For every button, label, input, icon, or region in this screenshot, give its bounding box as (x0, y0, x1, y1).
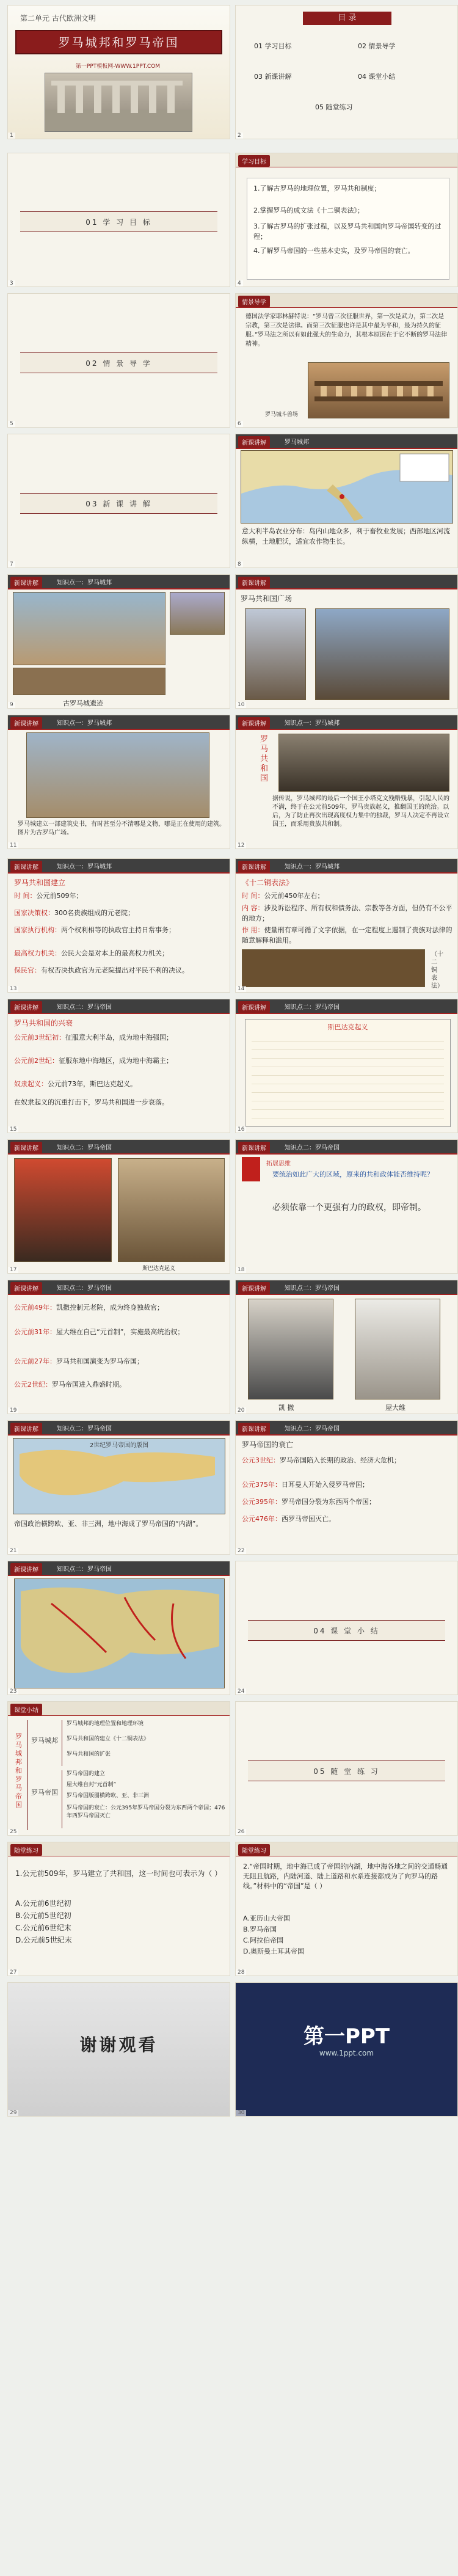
equestrian-photo (315, 608, 449, 700)
leaf: 屋大维自封“元首制” (67, 1782, 117, 1788)
sub-label: 知识点一：罗马城邦 (285, 720, 340, 727)
slide-number: 13 (8, 986, 18, 992)
section-title: 01 学 习 目 标 (85, 218, 152, 227)
quiz-option[interactable]: A.公元前6世纪初 (15, 1899, 71, 1908)
slide-empire-fall[interactable] (235, 1420, 458, 1555)
slide-map-city[interactable] (235, 434, 458, 568)
statue-photo (245, 608, 306, 700)
row-value: 罗马帝国分裂为东西两个帝国； (282, 1498, 376, 1506)
section-title: 04 课 堂 小 结 (313, 1627, 380, 1635)
slide-number: 18 (236, 1267, 246, 1273)
slide-number: 12 (236, 842, 246, 848)
leaf: 罗马帝国版图横跨欧、亚、非三洲 (67, 1793, 150, 1799)
tag-label: 新课讲解 (238, 1142, 270, 1153)
row-value: 征服东地中海地区，成为地中海霸主； (59, 1057, 173, 1065)
photo-caption: 屋大维 (385, 1404, 405, 1412)
sub-label: 知识点二：罗马帝国 (285, 1285, 340, 1292)
row-key: 公元前31年： (14, 1328, 56, 1336)
row-value: 罗马帝国进入鼎盛时期。 (52, 1381, 126, 1388)
slide-section-03[interactable] (7, 434, 230, 568)
row-value: 征服意大利半岛，成为地中海强国； (65, 1034, 173, 1042)
brand-text: 第一PPT (303, 2024, 390, 2049)
slide-number: 24 (236, 1688, 246, 1695)
slide-intro[interactable] (235, 293, 458, 428)
slide-number: 1 (8, 133, 15, 139)
sub-label: 知识点二：罗马帝国 (57, 1566, 112, 1573)
slide-number: 4 (236, 280, 243, 286)
row-value: 西罗马帝国灭亡。 (282, 1515, 335, 1523)
slide-number: 16 (236, 1126, 246, 1133)
slide-thinking[interactable] (235, 1139, 458, 1274)
sub-label: 知识点一：罗马城邦 (57, 864, 112, 870)
row-key: 时 间： (242, 892, 264, 900)
slide-thanks[interactable] (7, 1982, 230, 2117)
slide-number: 30 (236, 2110, 246, 2116)
tag-label: 新课讲解 (10, 1282, 42, 1294)
quiz-option[interactable]: C.阿拉伯帝国 (243, 1936, 284, 1944)
box-body-lines (252, 1033, 444, 1122)
side-title: 拓展思维 (266, 1161, 291, 1167)
sub-label: 知识点二：罗马帝国 (57, 1426, 112, 1432)
row-key: 公元375年： (242, 1481, 282, 1489)
row-key: 公元前3世纪初： (14, 1034, 65, 1042)
row-value: 罗马共和国演变为罗马帝国； (56, 1357, 144, 1365)
slide-section-04[interactable] (235, 1561, 458, 1695)
forum-text: 罗马城建立一部建筑史书，有时甚至分不清哪是文物，哪是正在使用的建筑。图片为古罗马广场。 (18, 821, 225, 836)
slide-summary[interactable] (7, 1701, 230, 1836)
sub-label: 知识点一：罗马城邦 (57, 580, 112, 586)
slide-section-02[interactable] (7, 293, 230, 428)
slide-section-01[interactable] (7, 153, 230, 287)
goal-item: 4.了解罗马帝国的一些基本史实，及罗马帝国的衰亡。 (253, 247, 415, 255)
slide-forum[interactable] (235, 574, 458, 709)
slide-number: 15 (8, 1126, 18, 1133)
tag-label: 课堂小结 (10, 1704, 42, 1715)
slide-number: 7 (8, 561, 15, 567)
slide-spartacus-text[interactable] (235, 999, 458, 1133)
tag-label: 新课讲解 (238, 1423, 270, 1434)
toc-item[interactable]: 01 学习目标 (254, 42, 292, 50)
slide-forum-2[interactable] (7, 715, 230, 849)
goal-item: 2.掌握罗马的成文法《十二铜表法》； (253, 206, 364, 214)
row-key: 公元2世纪： (14, 1381, 52, 1388)
title-illustration (45, 73, 192, 132)
caesar-photo (248, 1299, 333, 1399)
slide-number: 2 (236, 133, 243, 139)
row-key: 时 间： (14, 892, 37, 900)
tag-label: 新课讲解 (238, 436, 270, 448)
row-key: 公元前49年： (14, 1304, 56, 1312)
slide-number: 19 (8, 1407, 18, 1414)
slide-quiz-1[interactable] (7, 1842, 230, 1976)
row-key: 公元前27年： (14, 1357, 56, 1365)
slide-caesar-augustus[interactable] (235, 1280, 458, 1414)
slide-goals[interactable] (235, 153, 458, 287)
toc-item[interactable]: 04 课堂小结 (358, 73, 396, 81)
leaf: 罗马帝国的衰亡：公元395年罗马帝国分裂为东西两个帝国；476年西罗马帝国灭亡 (67, 1805, 225, 1819)
brand-url[interactable]: www.1ppt.com (319, 2049, 374, 2057)
slide-number: 23 (8, 1688, 18, 1695)
photo-caption: 斯巴达克起义 (142, 1266, 176, 1272)
tag-label: 新课讲解 (10, 717, 42, 729)
slide-number: 11 (8, 842, 18, 848)
tag-label: 新课讲解 (10, 861, 42, 872)
tag-label: 新课讲解 (10, 1142, 42, 1153)
slide-number: 6 (236, 421, 243, 427)
tag-label: 新课讲解 (10, 1001, 42, 1013)
slide-header: 《十二铜表法》 (242, 878, 294, 887)
thinking-icon (242, 1157, 260, 1181)
sub-label: 知识点一：罗马城邦 (285, 864, 340, 870)
tablets-photo (242, 949, 425, 987)
row-value: 300名贵族组成的元老院； (54, 909, 134, 917)
map-text: 帝国政治横跨欧、亚、非三洲，地中海成了罗马帝国的“内湖”。 (14, 1520, 203, 1528)
slide-number: 9 (8, 702, 15, 708)
section-title: 02 情 景 导 学 (85, 359, 152, 368)
row-value: 有权否决执政官为元老院提出对平民不利的决议。 (41, 966, 189, 974)
row-value: 公元前450年左右； (264, 892, 324, 900)
branch-name: 罗马城邦 (31, 1737, 58, 1745)
slide-number: 21 (8, 1548, 18, 1554)
slide-number: 25 (8, 1829, 18, 1835)
sub-label: 知识点二：罗马帝国 (285, 1004, 340, 1011)
invasion-map (14, 1578, 225, 1688)
row-value: 公民大会是对本上的最高权力机关； (61, 949, 169, 957)
row-key: 公元395年： (242, 1498, 282, 1506)
tag-label: 新课讲解 (238, 1282, 270, 1294)
slide-brand[interactable] (235, 1982, 458, 2117)
extra-text: 在奴隶起义的沉重打击下，罗马共和国进一步衰落。 (14, 1098, 169, 1106)
slide-number: 27 (8, 1969, 18, 1976)
thanks-text: 谢谢观看 (79, 2035, 158, 2055)
sub-label: 知识点二：罗马帝国 (285, 1145, 340, 1151)
sub-label: 知识点二：罗马帝国 (57, 1145, 112, 1151)
row-key: 国家决策权： (14, 909, 54, 917)
sub-label: 知识点一：罗马城邦 (57, 720, 112, 727)
slide-number: 3 (8, 280, 15, 286)
slide-number: 14 (236, 986, 246, 992)
conclusion-text: 必须依靠一个更强有力的政权，即帝制。 (272, 1203, 426, 1213)
forum-photo (26, 732, 209, 818)
republic-photo (278, 734, 449, 792)
box-title: 斯巴达克起义 (327, 1023, 368, 1031)
section-title: 05 随 堂 练 习 (313, 1767, 380, 1776)
quiz-option[interactable]: D.奥斯曼土耳其帝国 (243, 1947, 304, 1955)
quiz-option[interactable]: B.公元前5世纪初 (15, 1911, 71, 1920)
quiz-option[interactable]: B.罗马帝国 (243, 1925, 277, 1933)
tag-label: 学习目标 (238, 155, 270, 167)
slide-title[interactable] (7, 5, 230, 139)
slide-number: 28 (236, 1969, 246, 1976)
tag-label: 新课讲解 (238, 717, 270, 729)
slide-ruins[interactable] (7, 574, 230, 709)
slide-number: 22 (236, 1548, 246, 1554)
slide-number: 17 (8, 1267, 18, 1273)
row-key: 内 容： (242, 904, 264, 912)
slide-republic[interactable] (235, 715, 458, 849)
tag-label: 新课讲解 (238, 861, 270, 872)
row-key: 公元3世纪： (242, 1456, 280, 1464)
quiz-question: 1.公元前509年，罗马建立了共和国，这一时间也可表示为（ ） (15, 1869, 222, 1878)
unit-label: 第二单元 古代欧洲文明 (20, 14, 96, 23)
goal-item: 1.了解古罗马的地理位置，罗马共和制度； (253, 184, 381, 192)
quiz-option[interactable]: A.亚历山大帝国 (243, 1914, 290, 1922)
toc-item[interactable]: 05 随堂练习 (315, 103, 353, 111)
slide-number: 8 (236, 561, 243, 567)
side-question: 要统治如此广大的区域，原来的共和政体能否维持呢？ (272, 1170, 434, 1178)
map-title: 罗马城邦 (285, 439, 309, 446)
tag-label: 新课讲解 (10, 577, 42, 588)
ruins-photo-small (170, 592, 225, 635)
toc-item[interactable]: 03 新课讲解 (254, 73, 292, 81)
row-key: 保民官： (14, 966, 41, 974)
slide-number: 29 (8, 2110, 18, 2116)
leaf: 罗马城邦的地理位置和地理环境 (67, 1721, 144, 1727)
italy-map (241, 450, 453, 524)
tag-label: 情景导学 (238, 296, 270, 307)
row-key: 奴隶起义： (14, 1080, 48, 1088)
battle-photo (118, 1158, 225, 1262)
leaf: 罗马共和国的扩张 (67, 1751, 111, 1757)
tag-label: 随堂练习 (10, 1844, 42, 1856)
row-key: 公元前2世纪： (14, 1057, 59, 1065)
slide-header: 罗马共和国的兴衰 (14, 1019, 73, 1027)
row-value: 日耳曼人开始入侵罗马帝国； (282, 1481, 369, 1489)
sub-label: 知识点二：罗马帝国 (285, 1426, 340, 1432)
slide-empire-map[interactable] (7, 1420, 230, 1555)
slide-header: 罗马共和国建立 (14, 878, 66, 887)
side-caption: （十二铜表法） (431, 951, 443, 990)
row-value: 屋大维在自己“元首制”，实施最高统治权； (56, 1328, 184, 1336)
toc-item[interactable]: 02 情景导学 (358, 42, 396, 50)
sub-label: 知识点二：罗马帝国 (57, 1285, 112, 1292)
tag-label: 新课讲解 (10, 1423, 42, 1434)
row-key: 国家执行机构： (14, 926, 61, 934)
slide-empire-rise[interactable] (7, 1280, 230, 1414)
row-value: 凯撒控制元老院，成为终身独裁官； (56, 1304, 164, 1312)
goal-item: 3.了解古罗马的扩张过程，以及罗马共和国向罗马帝国转变的过程； (253, 222, 442, 241)
slide-rise-fall[interactable] (7, 999, 230, 1133)
leaf: 罗马帝国的建立 (67, 1771, 106, 1777)
row-key: 作 用： (242, 926, 264, 934)
slide-number: 10 (236, 702, 246, 708)
row-value: 使量刑有章可循了文字依据，在一定程度上遏制了贵族对法律的随意解释和滥用。 (242, 926, 453, 944)
colosseum-photo (308, 362, 449, 418)
tag-label: 随堂练习 (238, 1844, 270, 1856)
quiz-option[interactable]: D.公元前5世纪末 (15, 1936, 72, 1944)
photo-caption: 罗马城斗兽场 (265, 412, 299, 418)
row-value: 罗马帝国陷入长期的政治、经济大危机； (280, 1456, 401, 1464)
site-text: 第一PPT模板网-WWW.1PPT.COM (75, 64, 161, 70)
toc-title: 目 录 (303, 12, 391, 25)
ruins-photo (13, 592, 165, 665)
ruins-photo-wide (13, 668, 165, 695)
row-key: 公元476年： (242, 1515, 282, 1523)
sub-label: 知识点二：罗马帝国 (57, 1004, 112, 1011)
augustus-photo (355, 1299, 440, 1399)
photo-caption: 凯 撒 (278, 1404, 294, 1412)
map-title: 2世纪罗马帝国的版图 (89, 1442, 149, 1449)
slide-spartacus[interactable] (7, 1139, 230, 1274)
slide-number: 20 (236, 1407, 246, 1414)
intro-text: 德国法学家耶林赫特说：“罗马曾三次征服世界，第一次是武力，第二次是宗教，第三次是法律。而第三次征服也许是其中最为平和，最为持久的征服。”罗马法之所以有如此强大的生命力，其根本原因在于它不断的罗马法律精神。 (245, 313, 448, 348)
row-value: 公元前509年； (36, 892, 83, 900)
row-value: 公元前73年，斯巴达克起义。 (48, 1080, 137, 1088)
quiz-question: 2.“帝国时期，地中海已成了帝国的内湖，地中海各地之间的交通畅通无阻且航路，内陆河道、陆上道路和水系连接都成为了向罗马的路线。”材料中的“帝国”是（ ） (243, 1863, 448, 1890)
quiz-option[interactable]: C.公元前6世纪末 (15, 1924, 71, 1932)
slide-title-text: 罗马城邦和罗马帝国 (58, 36, 180, 49)
slide-invasion-map[interactable] (7, 1561, 230, 1695)
slide-number: 26 (236, 1829, 246, 1835)
map-note: 意大利半岛农业分布：岛内山地众多，利于畜牧业发展；西部地区河流纵横，土地肥沃，适宜农作物生长。 (242, 527, 450, 545)
sub-label: 罗马共和国广场 (241, 594, 293, 603)
section-title: 03 新 课 讲 解 (85, 500, 152, 508)
gladiator-photo (14, 1158, 112, 1262)
slide-republic-found[interactable] (7, 858, 230, 993)
slide-header: 罗马帝国的衰亡 (242, 1440, 294, 1449)
tag-label: 新课讲解 (238, 577, 270, 588)
republic-text: 据传说，罗马城邦的最后一个国王小塔克文残酷残暴，引起人民的不满，终于在公元前509年，罗马贵族起义，推翻国王的统治。以后，为了防止再次出现高度权力集中的独裁，罗马人决定不再设立国王，而采用贵族共和制。 (272, 795, 449, 828)
mindmap-root: 罗马城邦和罗马帝国 (15, 1732, 22, 1809)
tag-label: 新课讲解 (10, 1563, 42, 1575)
slide-toc[interactable] (235, 5, 458, 139)
row-value: 涉及诉讼程序、所有权和债务法、宗教等各方面，但仍有不公平的地方； (242, 904, 453, 922)
leaf: 罗马共和国的建立《十二铜表法》 (67, 1736, 150, 1742)
branch-name: 罗马帝国 (31, 1789, 58, 1797)
slide-quiz-2[interactable] (235, 1842, 458, 1976)
slide-number: 5 (8, 421, 15, 427)
tag-label: 新课讲解 (238, 1001, 270, 1013)
slide-twelve-tables[interactable] (235, 858, 458, 993)
empire-map (13, 1438, 225, 1514)
photo-caption: 古罗马城遗迹 (63, 699, 103, 707)
row-value: 两个权利相等的执政官主持日常事务； (61, 926, 175, 934)
vertical-title: 罗马共和国 (260, 735, 269, 783)
row-key: 最高权力机关： (14, 949, 61, 957)
slide-section-05[interactable] (235, 1701, 458, 1836)
